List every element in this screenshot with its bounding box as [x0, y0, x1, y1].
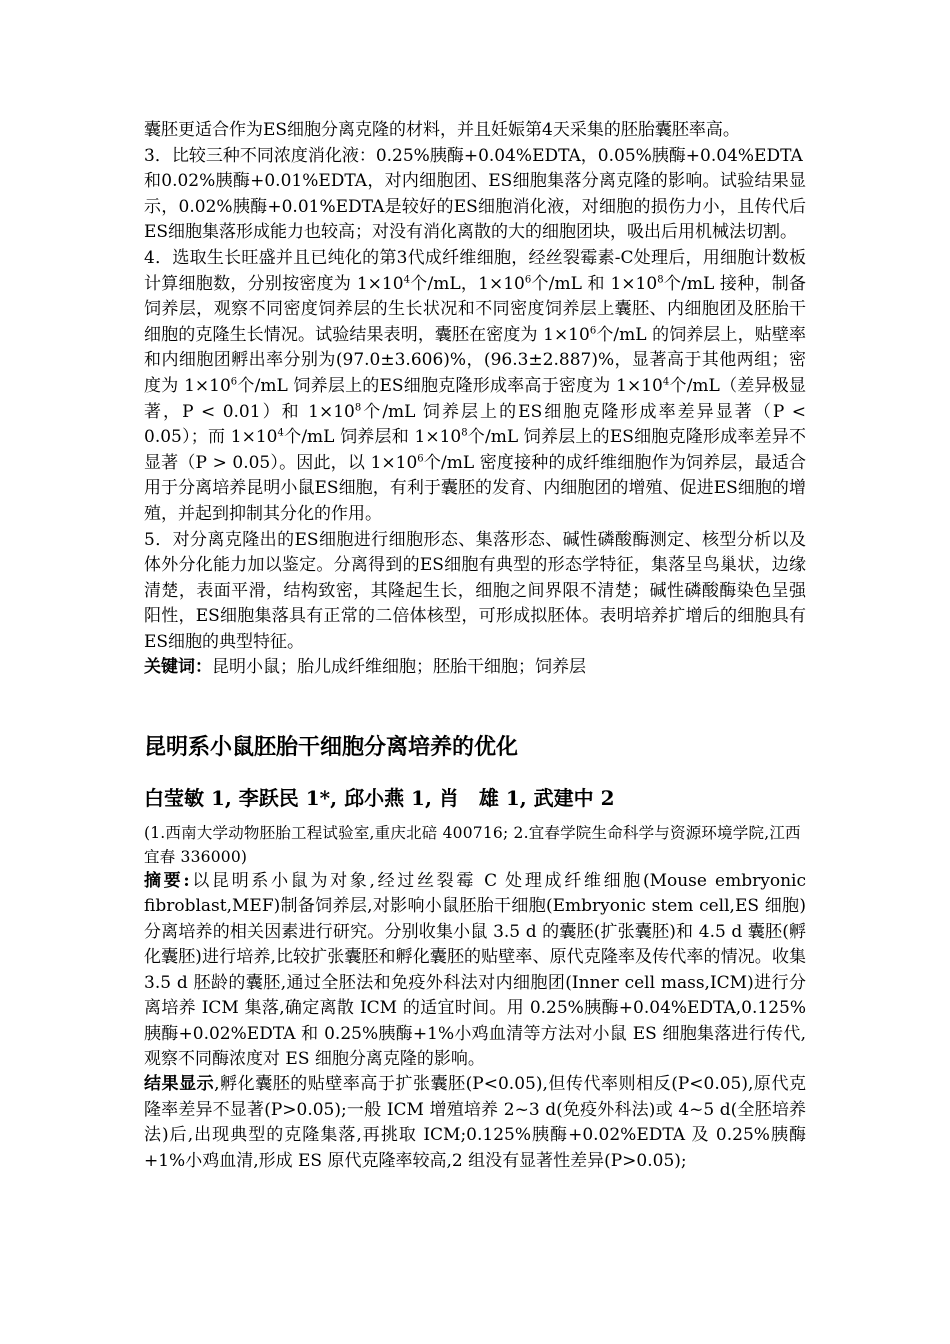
exponent: 8 [354, 401, 362, 413]
text-run: 个/mL（差异极显著，P < 0.01）和 1×10 [144, 375, 806, 422]
keywords [144, 655, 806, 681]
text-run: 个/mL 的饲养层上，贴壁率和内细胞团孵出率分别为(97.0±3.606)%，(96.3±2.887)%，显著高于其他两组；密度为 1×10 [144, 324, 806, 396]
paragraph-3-line1: 3．比较三种不同浓度消化液：0.25%胰酶+0.04%EDTA，0.05%胰酶+0.04%EDTA [144, 145, 803, 166]
results-text: ,孵化囊胚的贴壁率高于扩张囊胚(P<0.05),但传代率则相反(P<0.05),原代克隆率差异不显著(P>0.05);一般 ICM 增殖培养 2~3 d(免疫外科法)或 4~5 d(全胚培养法)后,出现典型的克隆集落,再挑取 ICM;0.125%胰酶+0.02%EDTA 及 0.25%胰酶+1%小鸡血清,形成 ES 原代克隆率较高,2 组没有显著性差异(P>0.05); [144, 1074, 807, 1171]
author-list: 白莹敏 1, 李跃民 1*, 邱小燕 1, 肖 雄 1, 武建中 2 [144, 786, 615, 811]
keywords-label: 关键词： [144, 657, 212, 678]
text-run: 4．选取生长旺盛并且已纯化的第3代成纤维细胞，经丝裂霉素-C处理后，用细胞计数板计算细胞数，分别按密度为 1×10 [144, 247, 806, 294]
exponent: 6 [230, 376, 238, 388]
article-title: 昆明系小鼠胚胎干细胞分离培养的优化 [144, 735, 519, 761]
exponent: 4 [662, 376, 670, 388]
exponent: 8 [657, 273, 664, 285]
text-run: 个/mL 饲养层上的ES细胞克隆形成率高于密度为 1×10 [237, 375, 663, 396]
exponent: 8 [461, 427, 468, 439]
abstract-text: 以昆明系小鼠为对象,经过丝裂霉 C 处理成纤维细胞(Mouse embryonic fibroblast,MEF)制备饲养层,对影响小鼠胚胎干细胞(Embryonic stem cell,ES 细胞)分离培养的相关因素进行研究。分别收集小鼠 3.5 d 的囊胚(扩张囊胚)和 4.5 d 囊胚(孵化囊胚)进行培养,比较扩张囊胚和孵化囊胚的贴壁率、原代克隆率及传代率的情况。收集 3.5 d 胚龄的囊胚,通过全胚法和免疫外科法对内细胞团(Inner cell mass,ICM)进行分离培养 ICM 集落,确定离散 ICM 的适宜时间。用 0.25%胰酶+0.04%EDTA,0.125%胰酶+0.02%EDTA 和 0.25%胰酶+1%小鸡血清等方法对小鼠 ES 细胞集落进行传代,观察不同酶浓度对 ES 细胞分离克隆的影响。 [144, 871, 806, 1069]
exponent: 6 [589, 325, 597, 337]
results [144, 1072, 806, 1174]
exponent: 6 [417, 453, 424, 465]
text-run: 个/mL 饲养层上的ES细胞克隆形成率差异显著（P < 0.05）；而 1×10 [144, 401, 807, 448]
text-run: 个/mL 接种，制备饲养层，观察不同密度饲养层的生长状况和不同密度饲养层上囊胚、内细胞团及胚胎干细胞的克隆生长情况。试验结果表明，囊胚在密度为 1×10 [144, 273, 806, 345]
paragraph-intro: 囊胚更适合作为ES细胞分离克隆的材料，并且妊娠第4天采集的胚胎囊胚率高。 [144, 120, 740, 140]
results-label: 结果显示 [144, 1074, 215, 1095]
affiliation: (1.西南大学动物胚胎工程试验室,重庆北碚 400716; 2.宜春学院生命科学与资源环境学院,江西宜春 336000) [144, 824, 801, 867]
keywords-text: 昆明小鼠；胎儿成纤维细胞；胚胎干细胞；饲养层 [212, 657, 586, 678]
paragraph-5: 5．对分离克隆出的ES细胞进行细胞形态、集落形态、碱性磷酸酶测定、核型分析以及体外分化能力加以鉴定。分离得到的ES细胞有典型的形态学特征，集落呈鸟巢状，边缘清楚，表面平滑，结构致密，其隆起生长，细胞之间界限不清楚；碱性磷酸酶染色呈强阳性，ES细胞集落具有正常的二倍体核型，可形成拟胚体。表明培养扩增后的细胞具有ES细胞的典型特征。 [144, 529, 806, 652]
abstract [144, 869, 806, 1072]
abstract-label: 摘要: [144, 871, 190, 892]
text-run: 个/mL 和 1×10 [531, 273, 658, 294]
exponent: 4 [277, 427, 284, 439]
text-run: 个/mL，1×10 [409, 273, 525, 294]
paragraph-4 [144, 246, 806, 528]
text-run: 个/mL 饲养层上的ES细胞克隆形成率差异不显著（P > 0.05）。因此，以 1×10 [144, 427, 806, 473]
exponent: 4 [403, 273, 410, 285]
text-run: 个/mL 密度接种的成纤维细胞作为饲养层，最适合用于分离培养昆明小鼠ES细胞，有利于囊胚的发育、内细胞团的增殖、促进ES细胞的增殖，并起到抑制其分化的作用。 [144, 452, 807, 524]
exponent: 6 [524, 273, 532, 285]
paragraph-3-body: 和0.02%胰酶+0.01%EDTA，对内细胞团、ES细胞集落分离克隆的影响。试验结果显示，0.02%胰酶+0.01%EDTA是较好的ES细胞消化液，对细胞的损伤力小，且传代后ES细胞集落形成能力也较高；对没有消化离散的大的细胞团块，吸出后用机械法切割。 [144, 171, 806, 243]
text-run: 个/mL 饲养层和 1×10 [283, 427, 462, 448]
